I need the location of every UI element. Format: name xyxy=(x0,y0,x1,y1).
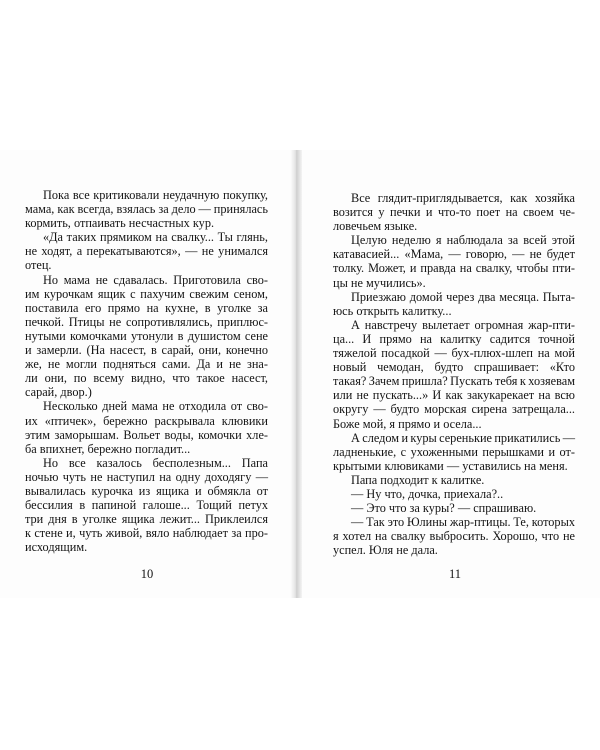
text-line: и замерли. (На насест, в сарай, они, конечно xyxy=(25,343,268,358)
text-line-row xyxy=(333,205,575,219)
text-line-row xyxy=(25,456,268,470)
text-line-row xyxy=(333,247,575,261)
text-line-row xyxy=(333,346,575,360)
text-line-row xyxy=(25,470,268,484)
paragraph xyxy=(25,273,268,400)
text-line-row xyxy=(333,318,575,332)
text-line-row xyxy=(333,459,575,473)
text-line-row xyxy=(25,202,268,216)
text-line: ладненькие, с ухоженными перышками и от- xyxy=(333,444,575,459)
text-line-row xyxy=(333,515,575,529)
text-line: катавасией... «Мама, — говорю, — не будет xyxy=(333,247,575,262)
text-line: юсь открыть калитку... xyxy=(333,303,452,318)
text-line: цы не мучились». xyxy=(333,275,426,290)
text-line-row xyxy=(333,388,575,402)
paragraph xyxy=(25,230,268,272)
text-line: Целую неделю я наблюдала за всей этой xyxy=(351,233,575,248)
text-line: мама, как всегда, взялась за дело — принялась xyxy=(25,202,268,217)
text-line: крытыми клювиками — уставились на меня. xyxy=(333,458,568,473)
book-gutter xyxy=(290,150,302,598)
text-line: сарай, двор.) xyxy=(25,385,92,400)
text-line-row xyxy=(25,230,268,244)
text-line: «Да таких прямиком на свалку... Ты глянь, xyxy=(43,230,268,245)
text-line-row xyxy=(25,301,268,315)
text-line: Но мама не сдавалась. Приготовила сво- xyxy=(43,272,268,287)
text-line-row xyxy=(25,273,268,287)
text-line: толку. Может, и правда на свалку, чтобы пти- xyxy=(333,261,575,276)
text-line: или не пускать...» И как закукарекает на всю xyxy=(333,388,575,403)
text-line: три дня в уголке ящика лежит... Приклеился xyxy=(25,512,268,527)
text-line-row xyxy=(333,417,575,431)
text-line-row xyxy=(25,287,268,301)
text-line-row xyxy=(333,431,575,445)
text-line-row xyxy=(333,360,575,374)
text-line-row xyxy=(25,498,268,512)
paragraph xyxy=(333,501,575,515)
text-line-row xyxy=(333,191,575,205)
text-line-row xyxy=(25,315,268,329)
text-line: А следом и куры серенькие прикатились — xyxy=(351,430,575,445)
text-line: кормить, отпаивать несчастных кур. xyxy=(25,216,215,231)
text-line: успел. Юля не дала. xyxy=(333,543,438,558)
text-line: — Ну что, дочка, приехала?.. xyxy=(351,486,504,501)
text-line: Папа подходит к калитке. xyxy=(351,472,485,487)
text-line-row xyxy=(25,512,268,526)
text-line-row xyxy=(333,529,575,543)
text-line-row xyxy=(25,526,268,540)
text-line-row xyxy=(333,304,575,318)
paragraph xyxy=(25,188,268,230)
text-line: Но все казалось бесполезным... Папа xyxy=(43,455,268,470)
text-line-row xyxy=(333,402,575,416)
text-line: ночью чуть не наступил на одну доходягу — xyxy=(25,469,268,484)
text-line-row xyxy=(333,219,575,233)
text-line-row xyxy=(25,540,268,554)
paragraph xyxy=(333,318,575,431)
text-line-row xyxy=(25,329,268,343)
text-line: этим заморышам. Вольет воды, комочки хле- xyxy=(25,427,268,442)
text-line-row xyxy=(333,374,575,388)
paragraph xyxy=(333,473,575,487)
text-line-row xyxy=(333,473,575,487)
text-line: — Это что за куры? — спрашиваю. xyxy=(351,501,537,516)
text-line-row xyxy=(333,261,575,275)
text-line-row xyxy=(25,188,268,202)
text-line-row xyxy=(25,216,268,230)
paragraph xyxy=(333,233,575,289)
paragraph xyxy=(25,456,268,555)
text-line: новый чемодан, будто спрашивает: «Кто xyxy=(333,360,575,375)
text-line: такая? Зачем пришла? Пускать тебя к хозяевам xyxy=(333,374,575,389)
text-line-row xyxy=(25,385,268,399)
text-line-row xyxy=(333,233,575,247)
text-line: ли они, по всему видно, что такое насест, xyxy=(25,371,268,386)
text-line: не ходят, а перекатываются», — не унимался xyxy=(25,244,268,259)
paragraph xyxy=(333,487,575,501)
text-line: же, не могли подняться сами. Да и не зна- xyxy=(25,357,268,372)
text-line: тяжелой посадкой — бух-плюх-шлеп на мой xyxy=(333,346,575,361)
text-line-row xyxy=(25,399,268,413)
paragraph xyxy=(25,399,268,455)
text-line: бессилия в папиной галоше... Тощий петух xyxy=(25,498,268,513)
text-line: Несколько дней мама не отходила от сво- xyxy=(43,399,268,414)
text-line: я хотел на свалку выбросить. Хорошо, что не xyxy=(333,529,575,544)
page-number-right: 11 xyxy=(448,567,462,581)
text-line: Все глядит-приглядывается, как хозяйка xyxy=(351,191,575,205)
text-line: исходящим. xyxy=(25,540,88,555)
text-line-row xyxy=(25,244,268,258)
text-line: Приезжаю домой через два месяца. Пыта- xyxy=(351,289,575,304)
text-line-row xyxy=(25,371,268,385)
text-line-row xyxy=(333,332,575,346)
text-line: округу — будто морская сирена затрещала... xyxy=(333,402,575,417)
text-line-row xyxy=(333,276,575,290)
left-page-text xyxy=(25,188,268,554)
text-line: к стене и, чуть живой, вяло наблюдает за про- xyxy=(25,526,268,541)
text-line-row xyxy=(25,414,268,428)
text-line-row xyxy=(25,357,268,371)
text-line-row xyxy=(333,487,575,501)
text-line: им курочкам ящик с пахучим свежим сеном, xyxy=(25,286,268,301)
text-line-row xyxy=(25,442,268,456)
text-line: Боже мой, я прямо и осела... xyxy=(333,416,482,431)
paragraph xyxy=(333,191,575,233)
text-line: А навстречу вылетает огромная жар-пти- xyxy=(351,317,575,332)
text-line-row xyxy=(25,428,268,442)
text-line: печкой. Птицы не сопротивлялись, приплюс- xyxy=(25,314,268,329)
text-line: поставила его прямо на кухне, в уголке за xyxy=(25,300,268,315)
text-line-row xyxy=(333,445,575,459)
text-line-row xyxy=(25,484,268,498)
text-line-row xyxy=(333,501,575,515)
text-line-row xyxy=(333,543,575,557)
text-line: ца... И прямо на калитку садится точной xyxy=(333,331,575,346)
text-line-row xyxy=(333,290,575,304)
right-page-text xyxy=(333,191,575,557)
text-line: Пока все критиковали неудачную покупку, xyxy=(43,188,268,202)
text-line: ба впихнет, бережно погладит... xyxy=(25,441,191,456)
text-line: нутыми комочками утонули в душистом сене xyxy=(25,328,268,343)
text-line: ловечьем языке. xyxy=(333,219,418,234)
text-line: — Так это Юлины жар-птицы. Те, которых xyxy=(351,515,575,530)
text-line: вывалилась курочка из ящика и обмякла от xyxy=(25,483,268,498)
text-line: возится у печки и что-то поет на своем че- xyxy=(333,205,575,220)
paragraph xyxy=(333,431,575,473)
text-line: их «птичек», бережно раскрывала клювики xyxy=(25,413,268,428)
text-line-row xyxy=(25,258,268,272)
paragraph xyxy=(333,515,575,557)
paragraph xyxy=(333,290,575,318)
text-line-row xyxy=(25,343,268,357)
text-line: отец. xyxy=(25,258,52,273)
page-number-left: 10 xyxy=(140,567,154,581)
